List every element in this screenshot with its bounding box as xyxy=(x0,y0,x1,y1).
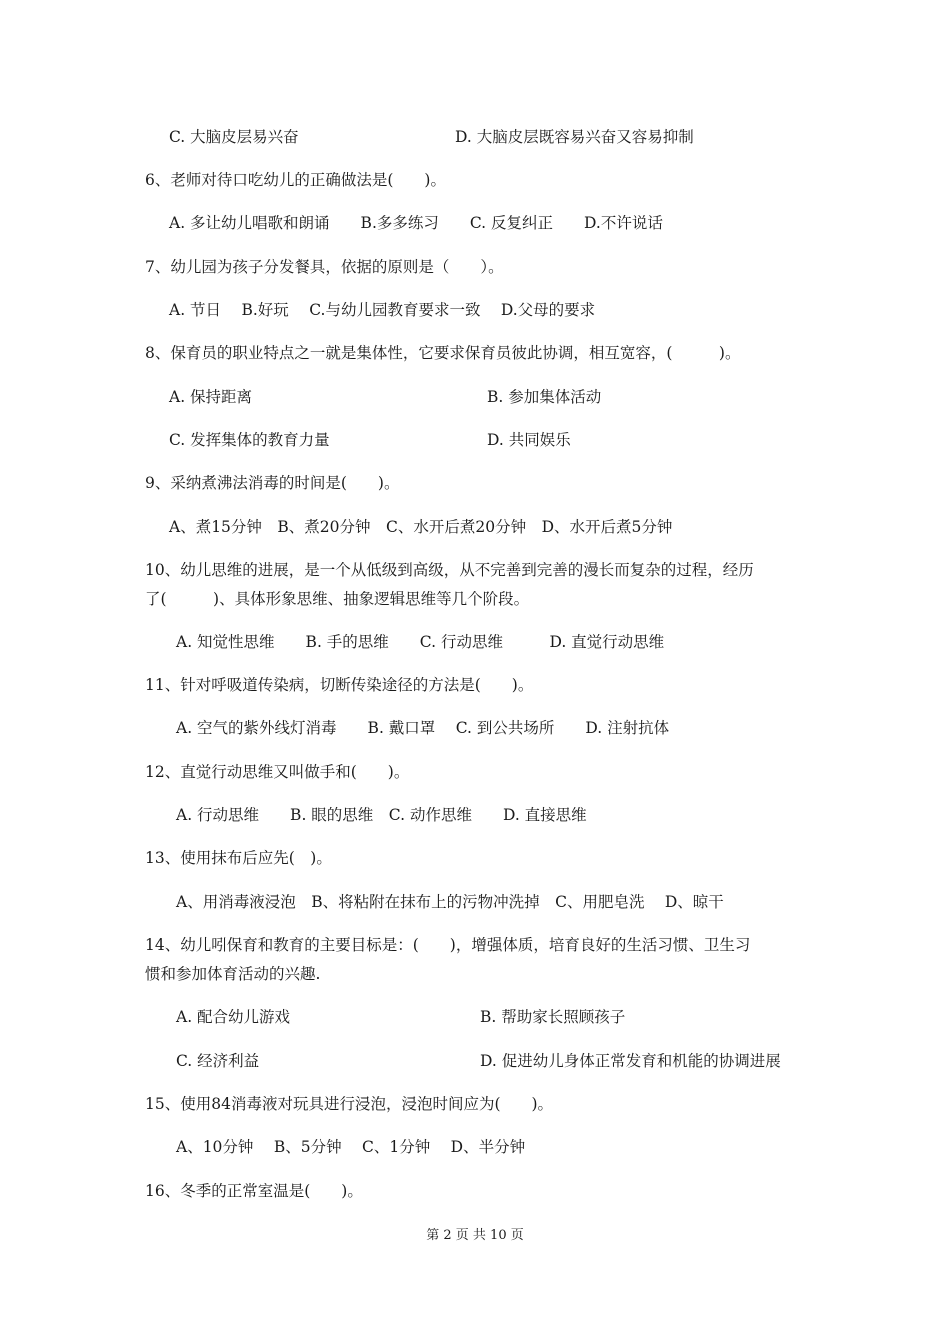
q13-options: A、用消毒液浸泡 B、将粘附在抹布上的污物冲洗掉 C、用肥皂洗 D、晾干 xyxy=(176,893,724,911)
question-7: 7、幼儿园为孩子分发餐具，依据的原则是（ ）。 xyxy=(145,258,504,276)
q7-options: A. 节日 B.好玩 C.与幼儿园教育要求一致 D.父母的要求 xyxy=(169,301,596,319)
page-number-footer: 第 2 页 共 10 页 xyxy=(426,1228,524,1243)
q14-option-c: C. 经济利益 xyxy=(176,1052,260,1070)
question-11: 11、针对呼吸道传染病，切断传染途径的方法是( )。 xyxy=(145,676,534,694)
q9-options: A、煮15分钟 B、煮20分钟 C、水开后煮20分钟 D、水开后煮5分钟 xyxy=(169,518,673,536)
q5-option-c: C. 大脑皮层易兴奋 xyxy=(169,128,299,146)
question-14-line-2: 惯和参加体育活动的兴趣. xyxy=(145,965,321,983)
q15-options: A、10分钟 B、5分钟 C、1分钟 D、半分钟 xyxy=(176,1138,526,1156)
q11-options: A. 空气的紫外线灯消毒 B. 戴口罩 C. 到公共场所 D. 注射抗体 xyxy=(176,719,670,737)
question-6: 6、老师对待口吃幼儿的正确做法是( )。 xyxy=(145,171,446,189)
question-10-line-1: 10、幼儿思维的进展，是一个从低级到高级，从不完善到完善的漫长而复杂的过程，经历 xyxy=(145,561,754,579)
q12-options: A. 行动思维 B. 眼的思维 C. 动作思维 D. 直接思维 xyxy=(176,806,587,824)
question-10-line-2: 了( )、具体形象思维、抽象逻辑思维等几个阶段。 xyxy=(145,590,530,608)
q6-options: A. 多让幼儿唱歌和朗诵 B.多多练习 C. 反复纠正 D.不许说话 xyxy=(169,214,663,232)
question-15: 15、使用84消毒液对玩具进行浸泡，浸泡时间应为( )。 xyxy=(145,1095,554,1113)
q10-options: A. 知觉性思维 B. 手的思维 C. 行动思维 D. 直觉行动思维 xyxy=(176,633,665,651)
q5-option-d: D. 大脑皮层既容易兴奋又容易抑制 xyxy=(455,128,694,146)
question-12: 12、直觉行动思维又叫做手和( )。 xyxy=(145,763,410,781)
q8-option-b: B. 参加集体活动 xyxy=(487,388,602,406)
q8-option-d: D. 共同娱乐 xyxy=(487,431,571,449)
question-13: 13、使用抹布后应先( )。 xyxy=(145,849,332,867)
q14-option-d: D. 促进幼儿身体正常发育和机能的协调进展 xyxy=(480,1052,781,1070)
q14-option-a: A. 配合幼儿游戏 xyxy=(176,1008,291,1026)
q14-option-b: B. 帮助家长照顾孩子 xyxy=(480,1008,626,1026)
question-8: 8、保育员的职业特点之一就是集体性，它要求保育员彼此协调，相互宽容，( )。 xyxy=(145,344,741,362)
question-9: 9、采纳煮沸法消毒的时间是( )。 xyxy=(145,474,400,492)
q8-option-a: A. 保持距离 xyxy=(169,388,253,406)
q8-option-c: C. 发挥集体的教育力量 xyxy=(169,431,330,449)
question-14-line-1: 14、幼儿吲保育和教育的主要目标是：( )，增强体质，培育良好的生活习惯、卫生习 xyxy=(145,936,751,954)
question-16: 16、冬季的正常室温是( )。 xyxy=(145,1182,363,1200)
